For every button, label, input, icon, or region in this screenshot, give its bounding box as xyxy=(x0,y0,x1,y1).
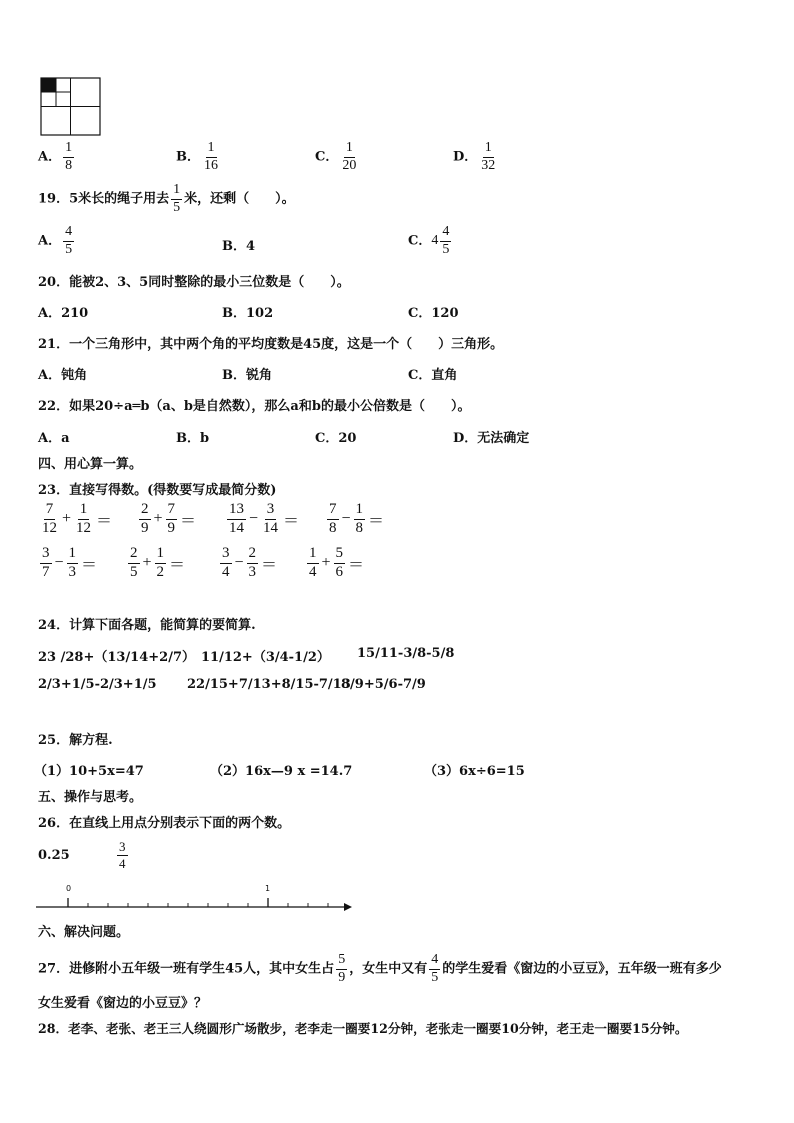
q19-option-a-den: 5 xyxy=(65,241,73,257)
q23-frac-a-den: 14 xyxy=(229,519,244,536)
q23-frac-a-den: 4 xyxy=(309,563,317,580)
q23-equals: ＝ xyxy=(180,512,197,530)
q24-question: 24．计算下面各题，能简算的要简算. xyxy=(38,618,256,633)
q23-frac-b xyxy=(67,546,79,581)
q27-f1-num: 5 xyxy=(336,953,347,970)
q23-equals: ＝ xyxy=(368,512,385,530)
q19-question xyxy=(38,183,295,215)
q26-fraction xyxy=(117,840,128,870)
q19-option-c-whole: 4 xyxy=(431,233,439,249)
q25-item-2: （2）16x—9 x =14.7 xyxy=(210,764,353,779)
q23-operator: + xyxy=(153,510,163,528)
q23-frac-b-den: 6 xyxy=(335,563,344,580)
q23-equals: ＝ xyxy=(81,556,98,574)
q18-option-fraction xyxy=(63,141,74,173)
q23-equals: ＝ xyxy=(96,512,113,530)
q27-part2: ，女生中又有 xyxy=(349,961,428,977)
q23-frac-b-num: 1 xyxy=(67,546,79,564)
q22-option-b[interactable]: B．b xyxy=(176,431,210,446)
q26-question: 26．在直线上用点分别表示下面的两个数。 xyxy=(38,816,291,831)
q23-frac-b-den: 3 xyxy=(248,563,257,580)
q23-frac-b xyxy=(354,502,366,537)
q24-item-6: 8/9+5/6-7/9 xyxy=(341,677,426,692)
q25-item-1: （1）10+5x=47 xyxy=(34,764,144,779)
q19-text-before: 19．5米长的绳子用去 xyxy=(38,191,170,207)
q26-value-decimal: 0.25 xyxy=(38,848,70,863)
q27-question-line1 xyxy=(38,953,722,985)
q23-frac-a xyxy=(139,502,151,537)
q22-question: 22．如果20÷a═b（a、b是自然数），那么a和b的最小公倍数是（ ）。 xyxy=(38,399,471,414)
q23-frac-a xyxy=(327,502,339,537)
q27-f2-num: 4 xyxy=(429,953,440,970)
q23-frac-b-den: 9 xyxy=(167,519,176,536)
q23-frac-b-num: 2 xyxy=(247,546,259,564)
q23-equals: ＝ xyxy=(348,556,365,574)
q19-option-a[interactable] xyxy=(38,225,76,257)
q23-frac-b xyxy=(247,546,259,581)
tick-label-0: 0 xyxy=(66,884,72,893)
q23-expression xyxy=(218,546,278,581)
q20-option-a[interactable]: A．210 xyxy=(38,306,89,321)
q18-option-label: C． xyxy=(315,149,339,165)
q23-operator: − xyxy=(341,510,351,528)
q23-expression xyxy=(38,546,98,581)
q23-frac-b-den: 8 xyxy=(355,519,364,536)
q23-equals: ＝ xyxy=(283,512,300,530)
q23-frac-a xyxy=(40,502,59,537)
q18-option-den: 16 xyxy=(204,157,218,173)
q18-option-b[interactable] xyxy=(176,141,222,173)
q23-frac-a-den: 4 xyxy=(222,563,230,580)
q23-operator: + xyxy=(321,554,331,572)
q23-frac-b-num: 5 xyxy=(334,546,346,564)
q27-question-line2: 女生爱看《窗边的小豆豆》？ xyxy=(38,996,208,1011)
q23-frac-a-num: 7 xyxy=(44,502,56,520)
q20-question: 20．能被2、3、5同时整除的最小三位数是（ ）。 xyxy=(38,275,350,290)
q23-frac-a xyxy=(220,546,232,581)
q23-frac-a xyxy=(227,502,246,537)
q21-option-b[interactable]: B．锐角 xyxy=(222,368,272,383)
q25-question: 25．解方程. xyxy=(38,733,113,748)
q23-frac-b-num: 1 xyxy=(155,546,167,564)
q23-frac-b-num: 3 xyxy=(265,502,277,520)
q23-expression xyxy=(305,546,365,581)
q23-frac-a-den: 12 xyxy=(42,519,57,536)
q27-fraction-1 xyxy=(336,953,347,985)
q20-option-b[interactable]: B．102 xyxy=(222,306,274,321)
q23-expression xyxy=(325,502,385,537)
q23-frac-a xyxy=(128,546,140,581)
q19-option-a-num: 4 xyxy=(63,225,74,242)
q18-option-d[interactable] xyxy=(453,141,499,173)
q19-option-b[interactable] xyxy=(222,235,255,254)
q23-operator: − xyxy=(234,554,244,572)
q19-option-c-label: C． xyxy=(408,233,432,249)
number-line-arrow xyxy=(344,903,352,911)
q23-frac-b xyxy=(166,502,178,537)
q23-operator: + xyxy=(62,510,72,528)
q18-option-num: 1 xyxy=(206,141,217,158)
tick-label-1: 1 xyxy=(265,884,271,893)
q26-value-fraction xyxy=(115,840,130,870)
q18-option-num: 1 xyxy=(344,141,355,158)
section-4-heading: 四、用心算一算。 xyxy=(38,457,143,472)
q23-frac-b xyxy=(155,546,167,581)
q23-frac-a-num: 3 xyxy=(40,546,52,564)
section-6-heading: 六、解决问题。 xyxy=(38,925,130,940)
q20-option-c[interactable]: C．120 xyxy=(408,306,459,321)
q18-option-fraction xyxy=(202,141,220,173)
q23-expression xyxy=(38,502,113,537)
q23-frac-b-den: 14 xyxy=(263,519,279,536)
q22-option-c[interactable]: C．20 xyxy=(315,431,357,446)
q19-option-a-label: A． xyxy=(38,233,62,249)
q19-option-c-den: 5 xyxy=(442,241,450,257)
q24-item-1: 23 /28+（13/14+2/7） xyxy=(38,650,196,665)
q23-frac-a-den: 5 xyxy=(130,563,138,580)
q24-item-3: 15/11-3/8-5/8 xyxy=(357,646,455,661)
q27-part1: 27．进修附小五年级一班有学生45人，其中女生占 xyxy=(38,961,335,977)
q23-equals: ＝ xyxy=(261,556,278,574)
q18-option-num: 1 xyxy=(483,141,494,158)
q18-option-fraction xyxy=(479,141,497,173)
q21-option-a[interactable]: A．钝角 xyxy=(38,368,88,383)
q25-item-3: （3）6x÷6=15 xyxy=(424,764,525,779)
q18-option-fraction xyxy=(340,141,358,173)
q23-question: 23．直接写得数。(得数要写成最简分数) xyxy=(38,483,277,498)
q28-question: 28．老李、老张、老王三人绕圆形广场散步，老李走一圈要12分钟，老张走一圈要10分钟，老王走一圈要15分钟。 xyxy=(38,1021,688,1036)
q23-frac-a-num: 13 xyxy=(227,502,246,520)
q19-text-after: 米，还剩（ ）。 xyxy=(184,191,295,207)
q18-option-c[interactable] xyxy=(315,141,360,173)
q18-option-den: 8 xyxy=(65,157,73,173)
q23-equals: ＝ xyxy=(169,556,186,574)
q23-frac-a-den: 9 xyxy=(141,519,149,536)
q18-option-den: 32 xyxy=(481,157,496,173)
q23-expression xyxy=(225,502,300,537)
q19-option-b-text: 4 xyxy=(246,239,256,254)
q23-frac-b-num: 7 xyxy=(166,502,178,520)
q19-frac-num: 1 xyxy=(171,183,182,200)
q23-expression xyxy=(137,502,197,537)
q23-operator: − xyxy=(54,554,64,572)
q27-f1-den: 9 xyxy=(338,969,346,985)
q23-frac-b-num: 1 xyxy=(354,502,366,520)
q22-option-a[interactable]: A．a xyxy=(38,431,70,446)
q19-option-a-fraction xyxy=(63,225,74,257)
q23-frac-a-den: 8 xyxy=(329,519,337,536)
q23-frac-b xyxy=(334,546,346,581)
q23-frac-a xyxy=(40,546,52,581)
q23-frac-b-num: 1 xyxy=(78,502,90,520)
q26-frac-den: 4 xyxy=(119,855,126,871)
q22-option-d[interactable]: D．无法确定 xyxy=(453,431,530,446)
q23-frac-a xyxy=(307,546,319,581)
grid-figure xyxy=(40,77,102,137)
q27-part3: 的学生爱看《窗边的小豆豆》，五年级一班有多少 xyxy=(442,961,722,977)
q23-expression xyxy=(126,546,186,581)
q18-option-label: A． xyxy=(38,149,62,165)
q24-item-2: 11/12+（3/4-1/2） xyxy=(201,650,330,665)
q19-option-c[interactable] xyxy=(408,225,453,257)
q21-option-c[interactable]: C．直角 xyxy=(408,368,458,383)
q27-fraction-2 xyxy=(429,953,440,985)
q24-item-4: 2/3+1/5-2/3+1/5 xyxy=(38,677,157,692)
q19-fraction xyxy=(171,183,182,215)
q23-frac-a-num: 3 xyxy=(220,546,232,564)
q23-operator: − xyxy=(249,510,259,528)
q18-option-num: 1 xyxy=(63,141,74,158)
q23-frac-b-den: 12 xyxy=(76,519,92,536)
section-5-heading: 五、操作与思考。 xyxy=(38,790,143,805)
q19-option-c-fraction xyxy=(440,225,451,257)
q18-option-den: 20 xyxy=(342,157,357,173)
q23-frac-b-den: 2 xyxy=(156,563,165,580)
q19-frac-den: 5 xyxy=(173,199,181,215)
number-line[interactable] xyxy=(36,893,354,915)
q27-f2-den: 5 xyxy=(431,969,439,985)
q19-option-c-num: 4 xyxy=(440,225,451,242)
q18-option-a[interactable] xyxy=(38,141,76,173)
q24-item-5: 22/15+7/13+8/15-7/13 xyxy=(187,677,351,692)
q23-frac-a-num: 1 xyxy=(307,546,319,564)
q18-option-label: B． xyxy=(176,149,200,165)
q23-frac-b-den: 3 xyxy=(68,563,77,580)
q23-frac-a-num: 7 xyxy=(327,502,339,520)
q26-frac-num: 3 xyxy=(119,839,126,854)
q19-option-b-label: B． xyxy=(222,239,246,254)
q23-frac-a-num: 2 xyxy=(139,502,151,520)
q23-frac-b xyxy=(261,502,280,537)
q23-frac-b xyxy=(74,502,93,537)
q21-question: 21．一个三角形中，其中两个角的平均度数是45度，这是一个（ ）三角形。 xyxy=(38,337,504,352)
q18-option-label: D． xyxy=(453,149,478,165)
q23-operator: + xyxy=(142,554,152,572)
q23-frac-a-num: 2 xyxy=(128,546,140,564)
q23-frac-a-den: 7 xyxy=(42,563,50,580)
